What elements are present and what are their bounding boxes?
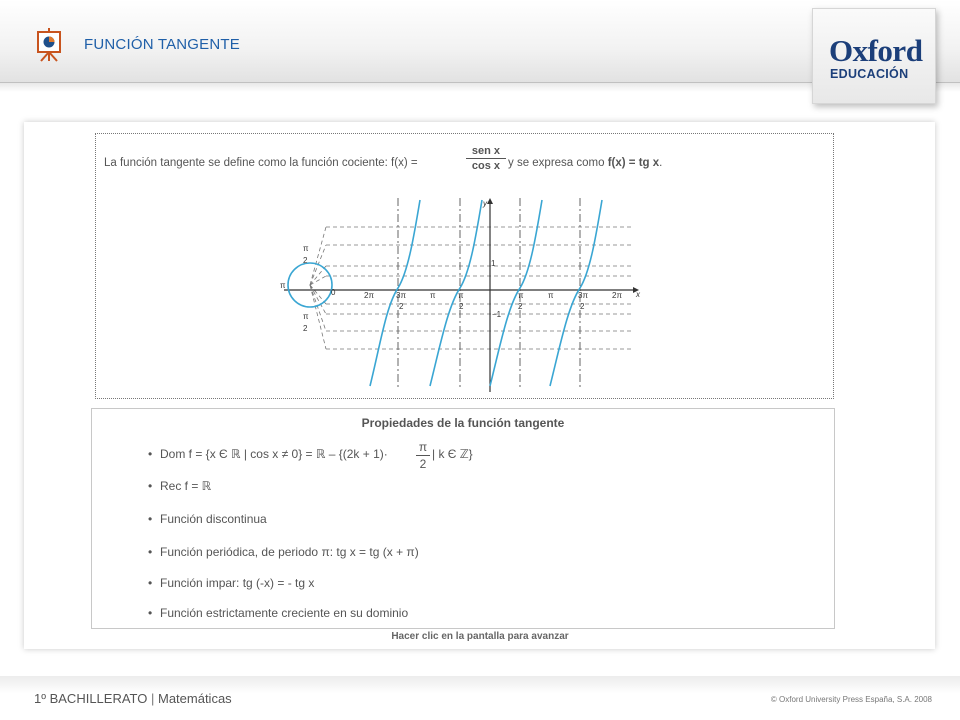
- one-label: 1: [491, 259, 496, 268]
- presentation-board-icon: [36, 28, 62, 62]
- tick-label: 2: [459, 302, 464, 311]
- tick-label: π: [548, 291, 554, 300]
- tangent-graph: [278, 196, 648, 392]
- logo-subtext: EDUCACIÓN: [830, 67, 909, 81]
- y-axis-label: y: [483, 199, 487, 208]
- definition-text-mid: y se expresa como: [508, 157, 608, 169]
- tick-label: 3π: [396, 291, 406, 300]
- fan-line: [310, 285, 326, 349]
- logo-text: Oxford: [829, 33, 923, 68]
- subject-label: Matemáticas: [157, 691, 232, 706]
- property-item: • Función estrictamente creciente en su dominio: [148, 606, 409, 620]
- fraction-bar: [466, 158, 506, 159]
- copyright: © Oxford University Press España, S.A. 2008: [770, 695, 932, 704]
- definition-expression: f(x) = tg x: [607, 157, 660, 169]
- tick-label: 2: [399, 302, 404, 311]
- property-item: • Función discontinua: [148, 512, 267, 526]
- property-item: • Función impar: tg (-x) = - tg x: [148, 576, 315, 590]
- tick-label: π: [458, 291, 464, 300]
- circle-label-pi: π: [280, 281, 286, 290]
- course-label: 1º BACHILLERATO: [34, 691, 148, 706]
- fan-line: [310, 227, 326, 285]
- property-domain-text: Dom f = {x Є ℝ | cos x ≠ 0} = ℝ – {(2k + 1)·: [160, 447, 388, 461]
- fraction-numerator: sen x: [471, 145, 501, 157]
- definition-text-start: La función tangente se define como la función cociente: f(x) =: [104, 157, 418, 169]
- tick-label: π: [518, 291, 524, 300]
- tick-label: 3π: [578, 291, 588, 300]
- circle-label-3pi-num: π: [303, 312, 309, 321]
- tick-label: 2: [518, 302, 523, 311]
- tangent-branch: [550, 200, 602, 386]
- tangent-branch: [490, 200, 542, 386]
- property-domain-tail: | k Є ℤ}: [432, 447, 473, 461]
- tangent-branch: [430, 200, 482, 386]
- property-item: • Función periódica, de periodo π: tg x = tg (x + π): [148, 545, 419, 559]
- tick-label: 2: [580, 302, 585, 311]
- property-item: • Rec f = ℝ: [148, 479, 212, 493]
- properties-title: Propiedades de la función tangente: [361, 416, 565, 430]
- oxford-logo: [812, 8, 936, 104]
- fan-line: [310, 285, 326, 331]
- footer-course: [34, 691, 232, 706]
- footer-separator: |: [147, 691, 158, 706]
- tangent-branch: [370, 200, 420, 386]
- domain-fraction-den: 2: [419, 457, 427, 471]
- domain-fraction: [416, 440, 430, 471]
- definition-period: .: [659, 157, 663, 169]
- definition-fraction: [466, 145, 506, 172]
- domain-fraction-num: π: [418, 440, 428, 454]
- property-domain: • Dom f = {x Є ℝ | cos x ≠ 0} = ℝ – {(2k + 1)·: [148, 447, 388, 461]
- circle-label-pi-half-den: 2: [303, 256, 308, 265]
- tick-label: 2π: [612, 291, 622, 300]
- page-title: FUNCIÓN TANGENTE: [84, 36, 240, 53]
- fraction-denominator: cos x: [471, 160, 501, 172]
- definition-text-end: [508, 157, 662, 169]
- advance-hint[interactable]: Hacer clic en la pantalla para avanzar: [391, 631, 569, 642]
- y-axis-arrow: [487, 198, 493, 204]
- circle-label-3pi-den: 2: [303, 324, 308, 333]
- tick-label: π: [430, 291, 436, 300]
- origin-label: 0: [331, 288, 336, 297]
- circle-label-pi-half-num: π: [303, 244, 309, 253]
- tick-label: 2π: [364, 291, 374, 300]
- x-axis-label: x: [636, 290, 640, 299]
- minus-one-label: −1: [492, 310, 502, 319]
- fan-line: [310, 285, 326, 314]
- domain-fraction-bar: [416, 455, 430, 456]
